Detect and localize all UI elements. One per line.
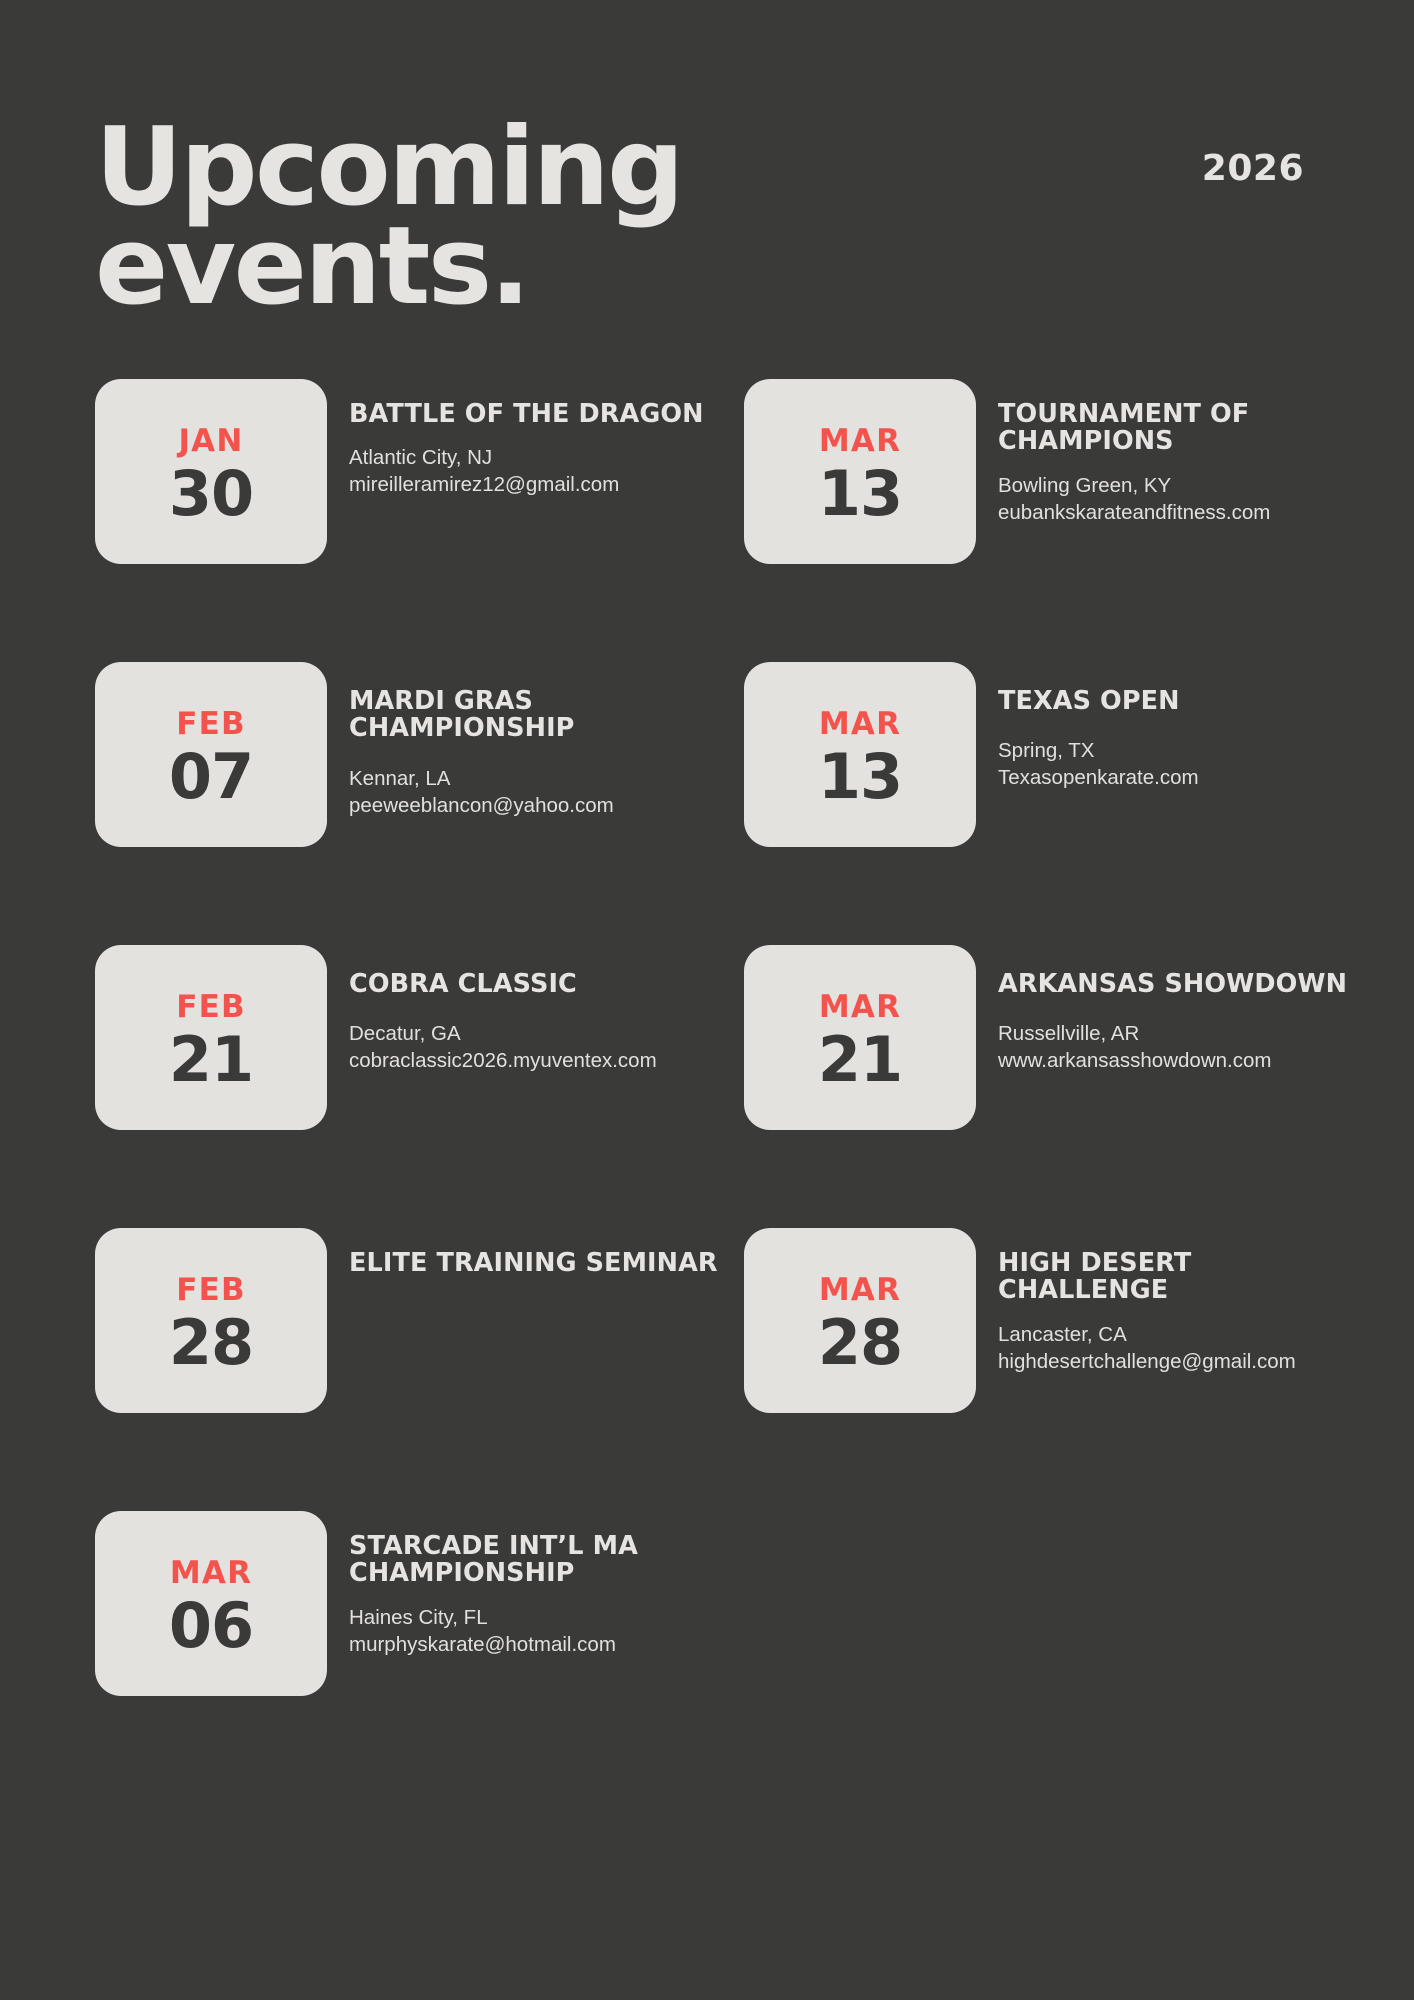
event-name: ARKANSAS SHOWDOWN [998, 968, 1348, 999]
year-label: 2026 [1201, 148, 1304, 189]
event-meta [998, 737, 1199, 791]
event-location: Haines City, FL [349, 1605, 488, 1629]
date-day: 21 [168, 1022, 254, 1096]
event-name: HIGH DESERT CHALLENGE [998, 1247, 1192, 1306]
event-contact[interactable]: cobraclassic2026.myuventex.com [349, 1049, 657, 1073]
date-month: JAN [178, 422, 244, 459]
event-card [95, 1228, 720, 1511]
event-info [349, 1228, 718, 1294]
event-location: Kennar, LA [349, 766, 451, 790]
event-contact[interactable]: eubankskarateandfitness.com [998, 500, 1271, 524]
date-day: 06 [168, 1588, 254, 1662]
date-month: FEB [176, 705, 246, 742]
event-meta [349, 1020, 657, 1074]
date-day: 13 [817, 456, 903, 530]
event-location: Decatur, GA [349, 1022, 461, 1046]
event-name: TEXAS OPEN [998, 685, 1180, 716]
page-title-line-2: events. [95, 204, 529, 330]
event-meta [349, 444, 704, 498]
event-contact[interactable]: mireilleramirez12@gmail.com [349, 473, 620, 497]
date-month: MAR [169, 1554, 253, 1591]
event-info [998, 1228, 1369, 1375]
event-name: ELITE TRAINING SEMINAR [349, 1247, 718, 1278]
date-month: MAR [818, 1271, 902, 1308]
event-card [95, 662, 720, 945]
event-meta [998, 472, 1369, 526]
date-day: 28 [817, 1305, 903, 1379]
event-location: Russellville, AR [998, 1022, 1140, 1046]
page-title-line-1: Upcoming [95, 105, 682, 230]
poster-header [0, 0, 1414, 330]
event-info [998, 945, 1347, 1075]
event-contact[interactable]: Texasopenkarate.com [998, 766, 1199, 790]
event-name: COBRA CLASSIC [349, 968, 577, 999]
date-badge [95, 1511, 327, 1696]
event-name: STARCADE INT’L MA CHAMPIONSHIP [349, 1530, 638, 1589]
event-contact[interactable]: peeweeblancon@yahoo.com [349, 793, 614, 817]
event-name: MARDI GRAS CHAMPIONSHIP [349, 685, 575, 744]
event-card [744, 945, 1369, 1228]
event-location: Lancaster, CA [998, 1322, 1127, 1346]
date-day: 30 [168, 456, 254, 530]
event-info [349, 379, 704, 499]
event-info [349, 662, 720, 819]
event-meta [998, 1020, 1347, 1074]
event-card [744, 379, 1369, 662]
event-contact[interactable]: highdesertchallenge@gmail.com [998, 1349, 1296, 1373]
event-info [998, 662, 1199, 792]
date-badge [95, 379, 327, 564]
event-card [95, 1511, 720, 1794]
date-badge [95, 1228, 327, 1413]
event-info [998, 379, 1369, 526]
event-name: BATTLE OF THE DRAGON [349, 398, 704, 429]
events-grid [0, 379, 1414, 1794]
date-badge [744, 945, 976, 1130]
date-day: 07 [168, 739, 254, 813]
event-contact[interactable]: murphyskarate@hotmail.com [349, 1632, 616, 1656]
date-month: FEB [176, 988, 246, 1025]
date-day: 21 [817, 1022, 903, 1096]
date-badge [744, 1228, 976, 1413]
date-month: MAR [818, 422, 902, 459]
event-contact[interactable]: www.arkansasshowdown.com [998, 1049, 1272, 1073]
event-info [349, 945, 657, 1075]
date-day: 28 [168, 1305, 254, 1379]
date-month: MAR [818, 705, 902, 742]
event-meta [998, 1321, 1369, 1375]
date-day: 13 [817, 739, 903, 813]
date-badge [95, 945, 327, 1130]
event-card [744, 662, 1369, 945]
event-location: Spring, TX [998, 739, 1095, 763]
event-name: TOURNAMENT OF CHAMPIONS [998, 398, 1250, 457]
event-meta [349, 1604, 720, 1658]
date-month: MAR [818, 988, 902, 1025]
event-location: Atlantic City, NJ [349, 446, 493, 470]
date-month: FEB [176, 1271, 246, 1308]
date-badge [744, 379, 976, 564]
event-card [744, 1228, 1369, 1511]
event-card [95, 379, 720, 662]
date-badge [95, 662, 327, 847]
event-meta [349, 765, 720, 819]
event-location: Bowling Green, KY [998, 473, 1172, 497]
page-title [95, 105, 682, 330]
event-info [349, 1511, 720, 1658]
event-card [95, 945, 720, 1228]
date-badge [744, 662, 976, 847]
